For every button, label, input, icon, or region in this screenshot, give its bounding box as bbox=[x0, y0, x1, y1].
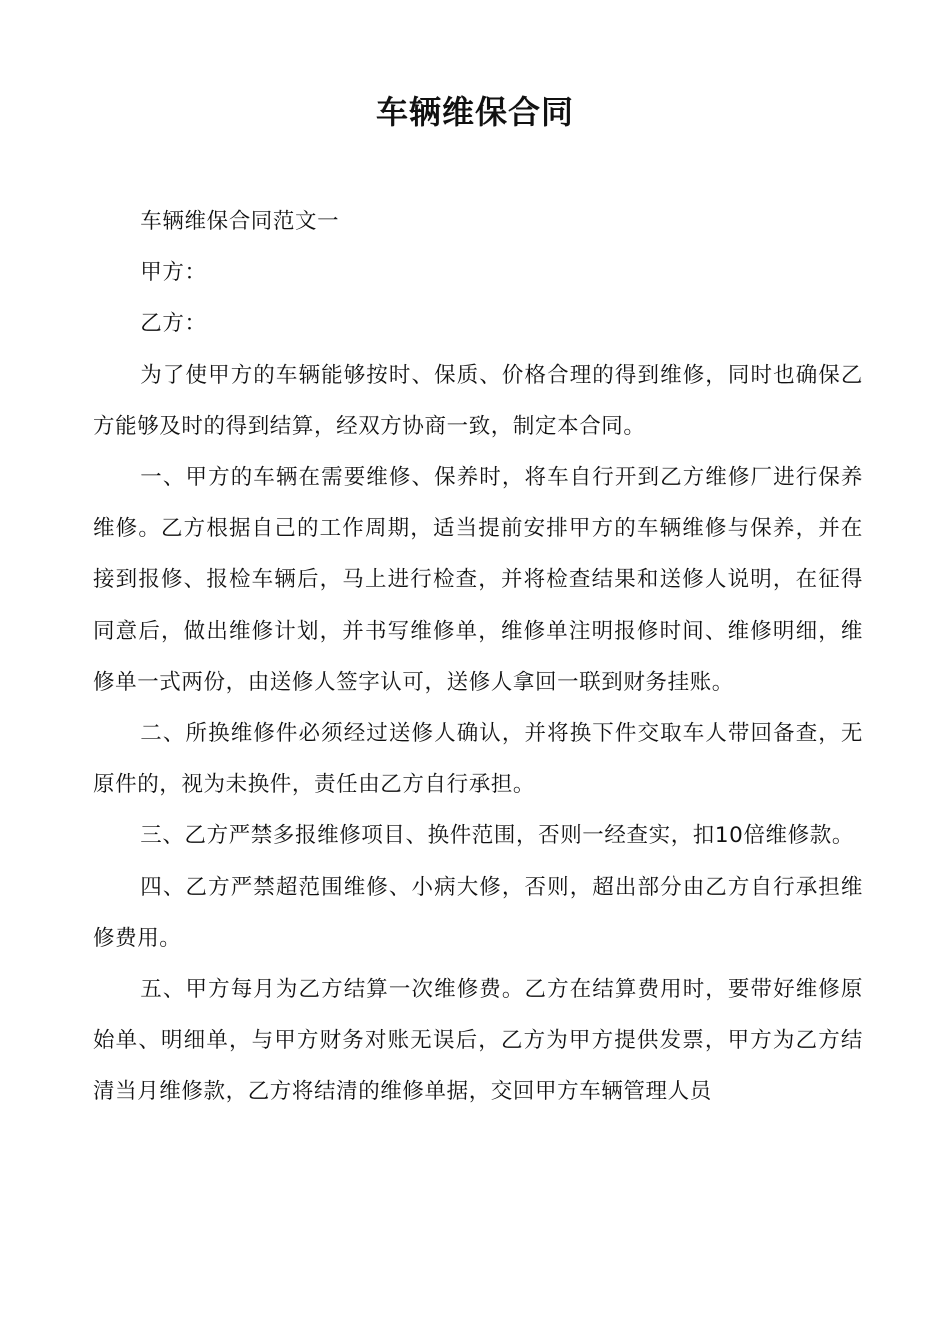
paragraph-clause-4: 四、乙方严禁超范围维修、小病大修，否则，超出部分由乙方自行承担维修费用。 bbox=[93, 874, 863, 951]
paragraph-clause-3: 三、乙方严禁多报维修项目、换件范围，否则一经查实，扣10倍维修款。 bbox=[140, 823, 854, 849]
paragraph-party-b: 乙方： bbox=[140, 311, 207, 337]
paragraph-clause-5: 五、甲方每月为乙方结算一次维修费。乙方在结算费用时，要带好维修原始单、明细单，与甲方财务对账无误后，乙方为甲方提供发票，甲方为乙方结清当月维修款，乙方将结清的维修单据，交回甲方车辆管理人员 bbox=[93, 977, 863, 1105]
paragraph-subtitle: 车辆维保合同范文一 bbox=[140, 209, 340, 234]
paragraph-party-a: 甲方： bbox=[140, 260, 207, 286]
paragraph-preamble: 为了使甲方的车辆能够按时、保质、价格合理的得到维修，同时也确保乙方能够及时的得到结算，经双方协商一致，制定本合同。 bbox=[93, 362, 863, 439]
document-title: 车辆维保合同 bbox=[375, 93, 574, 131]
document-body bbox=[93, 196, 863, 1118]
paragraph-clause-1: 一、甲方的车辆在需要维修、保养时，将车自行开到乙方维修厂进行保养维修。乙方根据自己的工作周期，适当提前安排甲方的车辆维修与保养，并在接到报修、报检车辆后，马上进行检查，并将检查结果和送修人说明，在征得同意后，做出维修计划，并书写维修单，维修单注明报修时间、维修明细，维修单一式两份，由送修人签字认可，送修人拿回一联到财务挂账。 bbox=[93, 465, 863, 695]
paragraph-clause-2: 二、所换维修件必须经过送修人确认，并将换下件交取车人带回备查，无原件的，视为未换件，责任由乙方自行承担。 bbox=[93, 721, 863, 798]
